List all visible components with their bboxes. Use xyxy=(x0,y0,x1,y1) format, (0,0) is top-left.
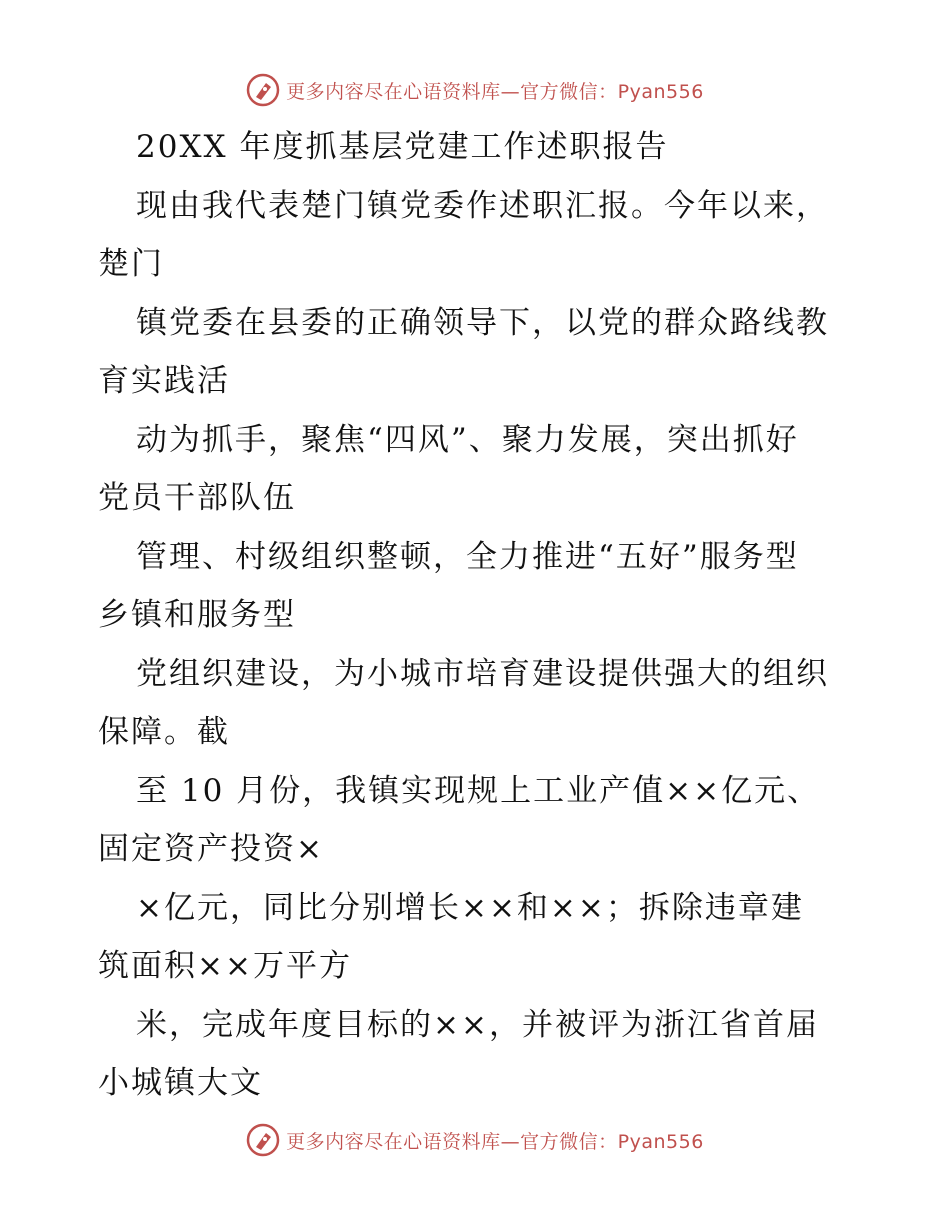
document-line: 小城镇大文 xyxy=(98,1065,263,1101)
document-line: 保障。截 xyxy=(98,714,230,750)
footer-banner-text: 更多内容尽在心语资料库—官方微信：Pyan556 xyxy=(286,1130,704,1153)
document-line: 米，完成年度目标的××，并被评为浙江省首届 xyxy=(136,1006,819,1043)
document-line: 动为抓手，聚焦“四风”、聚力发展，突出抓好 xyxy=(136,421,799,458)
document-line: 党员干部队伍 xyxy=(98,480,296,516)
header-banner-text: 更多内容尽在心语资料库—官方微信：Pyan556 xyxy=(286,80,704,103)
document-line: 育实践活 xyxy=(98,363,230,399)
document-line: 镇党委在县委的正确领导下，以党的群众路线教 xyxy=(136,304,829,341)
header-banner xyxy=(0,70,950,110)
footer-banner xyxy=(0,1120,950,1160)
document-line: 固定资产投资× xyxy=(98,831,324,867)
pen-nib-logo-icon xyxy=(246,1123,280,1157)
document-body xyxy=(98,118,858,1113)
document-line: 管理、村级组织整顿，全力推进“五好”服务型 xyxy=(136,538,799,575)
document-line: 党组织建设，为小城市培育建设提供强大的组织 xyxy=(136,655,829,692)
document-line: 楚门 xyxy=(98,246,164,282)
document-line: 至 10 月份，我镇实现规上工业产值××亿元、 xyxy=(136,772,821,809)
document-title: 20XX 年度抓基层党建工作述职报告 xyxy=(136,129,669,165)
document-line: 乡镇和服务型 xyxy=(98,597,296,633)
document-line: 筑面积××万平方 xyxy=(98,948,352,984)
pen-nib-logo-icon xyxy=(246,73,280,107)
document-line: ×亿元，同比分别增长××和××；拆除违章建 xyxy=(136,889,804,926)
document-line: 现由我代表楚门镇党委作述职汇报。今年以来， xyxy=(136,187,829,224)
